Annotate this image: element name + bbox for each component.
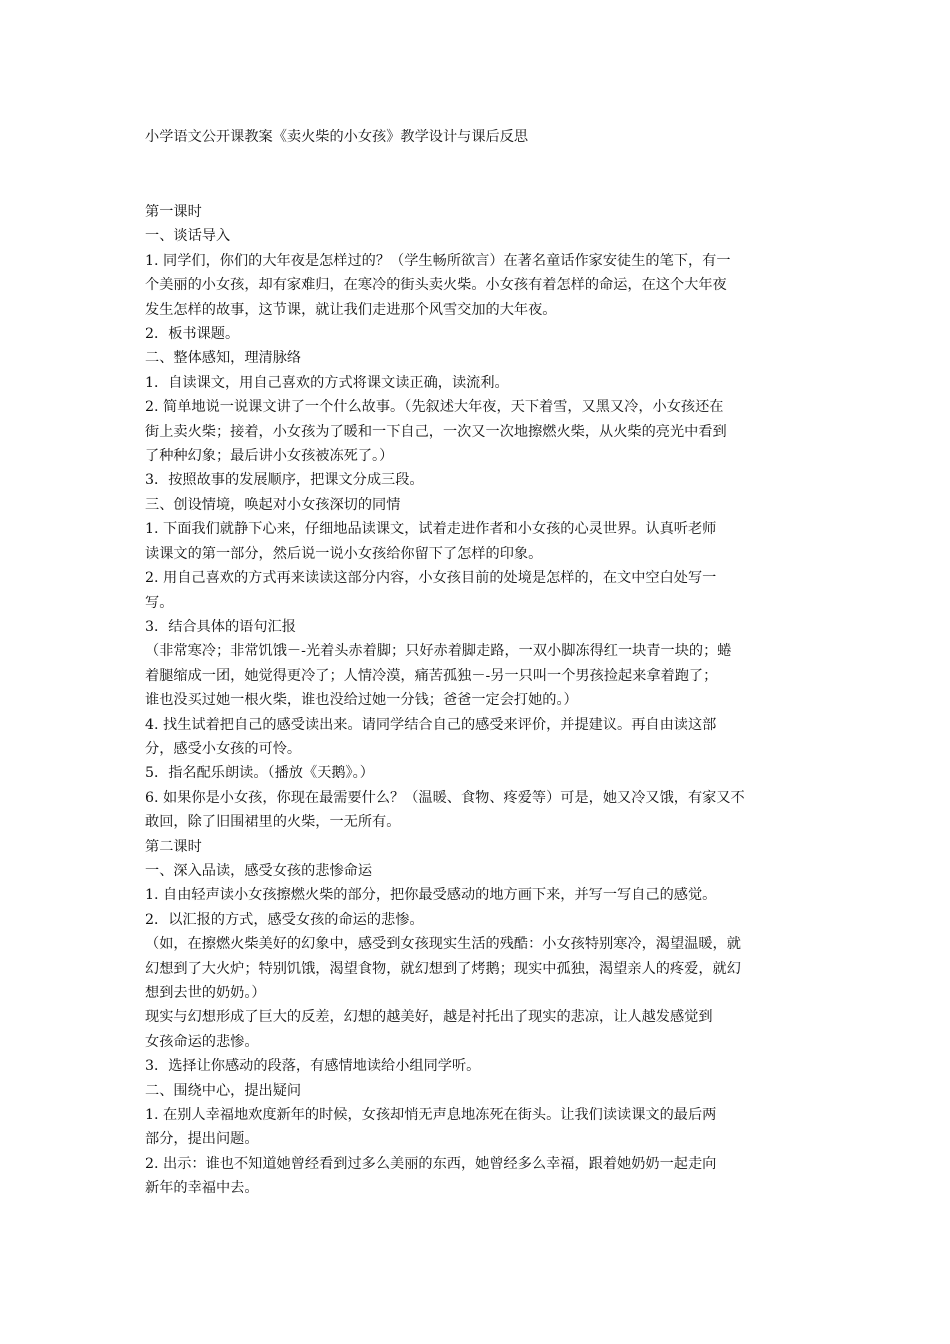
text-line: 街上卖火柴；接着，小女孩为了暖和一下自己，一次又一次地擦燃火柴，从火柴的亮光中看到 — [145, 423, 727, 440]
text-line: 1. 自由轻声读小女孩擦燃火柴的部分，把你最受感动的地方画下来，并写一写自己的感觉。 — [145, 887, 717, 904]
text-line: 6. 如果你是小女孩，你现在最需要什么？（温暖、食物、疼爱等）可是，她又冷又饿，有家又不 — [145, 789, 745, 806]
text-line: 3．选择让你感动的段落，有感情地读给小组同学听。 — [145, 1058, 481, 1075]
document-body — [145, 200, 810, 1201]
text-line: 一、深入品读，感受女孩的悲惨命运 — [145, 862, 373, 879]
text-line: 写。 — [145, 594, 174, 611]
text-line: 个美丽的小女孩，却有家难归，在寒冷的街头卖火柴。小女孩有着怎样的命运，在这个大年夜 — [145, 277, 727, 294]
text-line: 二、围绕中心，提出疑问 — [145, 1082, 302, 1099]
text-line: 了种种幻象；最后讲小女孩被冻死了。） — [145, 448, 394, 465]
text-line: 第一课时 — [145, 204, 202, 220]
text-line: 一、谈话导入 — [145, 228, 231, 245]
text-line: 5．指名配乐朗读。（播放《天鹅》。） — [145, 765, 374, 782]
text-line: 1. 在别人幸福地欢度新年的时候，女孩却悄无声息地冻死在街头。让我们读读课文的最后两 — [145, 1107, 717, 1124]
text-line: 现实与幻想形成了巨大的反差，幻想的越美好，越是衬托出了现实的悲凉，让人越发感觉到 — [145, 1009, 713, 1026]
text-line: 二、整体感知，理清脉络 — [145, 350, 302, 367]
text-line: 着腿缩成一团，她觉得更冷了；人情冷漠，痛苦孤独－-另一只叫一个男孩捡起来拿着跑了； — [145, 667, 718, 684]
text-line: （如，在擦燃火柴美好的幻象中，感受到女孩现实生活的残酷：小女孩特别寒冷，渴望温暖，就 — [145, 936, 741, 953]
text-line: 1. 同学们，你们的大年夜是怎样过的？（学生畅所欲言）在著名童话作家安徒生的笔下，有一 — [145, 252, 731, 269]
text-line: 1. 下面我们就静下心来，仔细地品读课文，试着走进作者和小女孩的心灵世界。认真听老师 — [145, 521, 717, 538]
document-title: 小学语文公开课教案《卖火柴的小女孩》教学设计与课后反思 — [145, 129, 529, 145]
text-line: 幻想到了大火炉；特别饥饿，渴望食物，就幻想到了烤鹅；现实中孤独，渴望亲人的疼爱，就幻 — [145, 960, 741, 977]
text-line: 女孩命运的悲惨。 — [145, 1033, 259, 1050]
text-line: 新年的幸福中去。 — [145, 1180, 259, 1197]
text-line: 第二课时 — [145, 838, 202, 855]
text-line: 3．结合具体的语句汇报 — [145, 618, 296, 635]
text-line: 发生怎样的故事，这节课，就让我们走进那个风雪交加的大年夜。 — [145, 301, 557, 318]
text-line: 部分，提出问题。 — [145, 1131, 259, 1148]
text-line: 敢回，除了旧围裙里的火柴，一无所有。 — [145, 814, 401, 831]
text-line: 读课文的第一部分，然后说一说小女孩给你留下了怎样的印象。 — [145, 545, 543, 562]
text-line: 三、创设情境，唤起对小女孩深切的同情 — [145, 496, 401, 513]
text-line: 谁也没买过她一根火柴，谁也没给过她一分钱；爸爸一定会打她的。） — [145, 692, 578, 709]
text-line: 4. 找生试着把自己的感受读出来。请同学结合自己的感受来评价，并提建议。再自由读这部 — [145, 716, 717, 733]
text-line: 1．自读课文，用自己喜欢的方式将课文读正确，读流利。 — [145, 374, 509, 391]
text-line: 2. 简单地说一说课文讲了一个什么故事。（先叙述大年夜，天下着雪，又黑又冷，小女孩还在 — [145, 399, 724, 416]
text-line: 想到去世的奶奶。） — [145, 985, 266, 1001]
text-line: 3．按照故事的发展顺序，把课文分成三段。 — [145, 472, 424, 489]
text-line: 2．板书课题。 — [145, 326, 240, 343]
text-line: （非常寒冷；非常饥饿－-光着头赤着脚；只好赤着脚走路，一双小脚冻得红一块青一块的；蜷 — [145, 643, 732, 660]
text-line: 2．以汇报的方式，感受女孩的命运的悲惨。 — [145, 911, 424, 928]
text-line: 2. 用自己喜欢的方式再来读读这部分内容，小女孩目前的处境是怎样的，在文中空白处写一 — [145, 570, 717, 587]
text-line: 2. 出示：谁也不知道她曾经看到过多么美丽的东西，她曾经多么幸福，跟着她奶奶一起走向 — [145, 1155, 717, 1172]
text-line: 分，感受小女孩的可怜。 — [145, 740, 302, 757]
